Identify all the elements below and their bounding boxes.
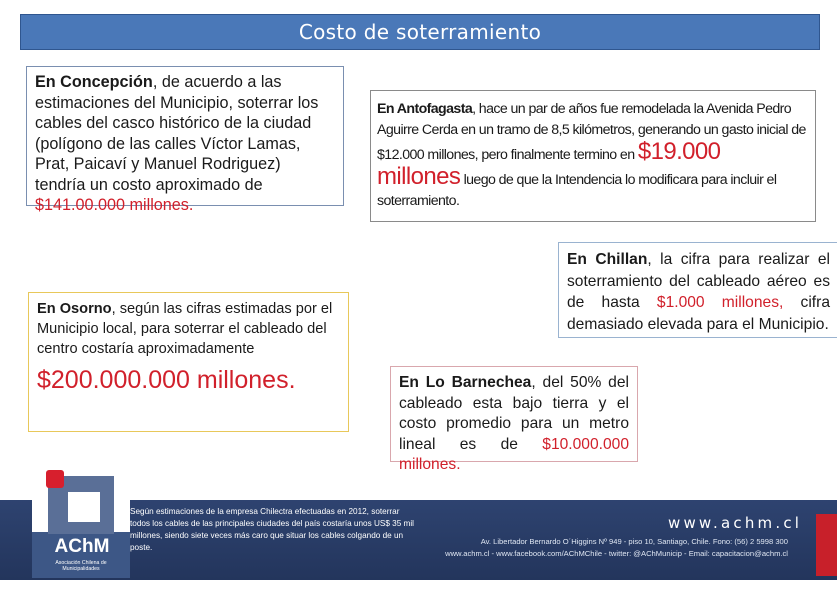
logo-red-square-icon xyxy=(46,470,64,488)
card-city: En Lo Barnechea xyxy=(399,374,532,391)
card-text: , hace un par de años fue remodelada la Avenida Pedro Aguirre Cerda en un tramo de 8,5 kilómetros, generando un gasto inicial de $12.000 millones, pero finalmente termino en xyxy=(377,101,806,163)
card-antofagasta xyxy=(370,90,816,222)
card-chillan xyxy=(558,242,837,338)
footer-accent-bar xyxy=(816,514,837,576)
logo-notch-icon xyxy=(68,492,100,522)
card-amount: $19.000 millones xyxy=(377,138,721,190)
card-text: , de acuerdo a las estimaciones del Municipio, soterrar los cables del casco histórico de la ciudad (polígono de las calles Víctor Lamas, Prat, Paicaví y Manuel Rodriguez) tendría un costo aproximado de xyxy=(35,73,319,194)
card-city: En Concepción xyxy=(35,73,153,91)
card-text-2: luego de que la Intendencia lo modificara para incluir el soterramiento. xyxy=(377,172,777,209)
footer-address-block xyxy=(420,536,788,560)
card-city: En Osorno xyxy=(37,301,112,317)
card-text: , según las cifras estimadas por el Municipio local, para soterrar el cableado del centro costaría aproximadamente xyxy=(37,301,333,357)
card-text: , la cifra para realizar el soterramiento del cableado aéreo es de hasta xyxy=(567,251,830,311)
card-city: En Antofagasta xyxy=(377,101,473,117)
page-title: Costo de soterramiento xyxy=(298,20,542,44)
card-text: , del 50% del cableado esta bajo tierra y el costo promedio para un metro lineal es de xyxy=(399,374,629,453)
achm-logo xyxy=(32,462,130,578)
card-amount: $200.000.000 millones. xyxy=(37,366,296,394)
logo-subtitle: Asociación Chilena de Municipalidades xyxy=(55,560,107,572)
footer-note: Según estimaciones de la empresa Chilectra efectuadas en 2012, soterrar todos los cables de las principales ciudades del país costaría unos US$ 35 mil millones, siendo siete veces más caro que situar los cables colgando de un poste. xyxy=(130,507,414,552)
card-osorno xyxy=(28,292,349,432)
title-bar xyxy=(20,14,820,50)
footer-website[interactable]: www.achm.cl xyxy=(668,514,803,532)
footer-contacts: www.achm.cl - www.facebook.com/AChMChile - twitter: @AChMunicip - Email: capacitacion@achm.cl xyxy=(445,549,788,558)
card-barnechea xyxy=(390,366,638,473)
footer-address: Av. Libertador Bernardo O´Higgins Nº 949 - piso 10, Santiago, Chile. Fono: (56) 2 5998 300 xyxy=(480,537,788,546)
card-text-2: cifra demasiado elevada para el Municipio. xyxy=(567,294,831,333)
card-concepcion xyxy=(26,66,344,214)
card-city: En Chillan xyxy=(567,251,648,268)
logo-name: AChM xyxy=(54,536,110,557)
card-amount: $1.000 millones, xyxy=(656,294,784,311)
card-amount: $141.00.000 millones. xyxy=(35,196,194,214)
card-amount: $10.000.000 millones. xyxy=(399,435,629,473)
